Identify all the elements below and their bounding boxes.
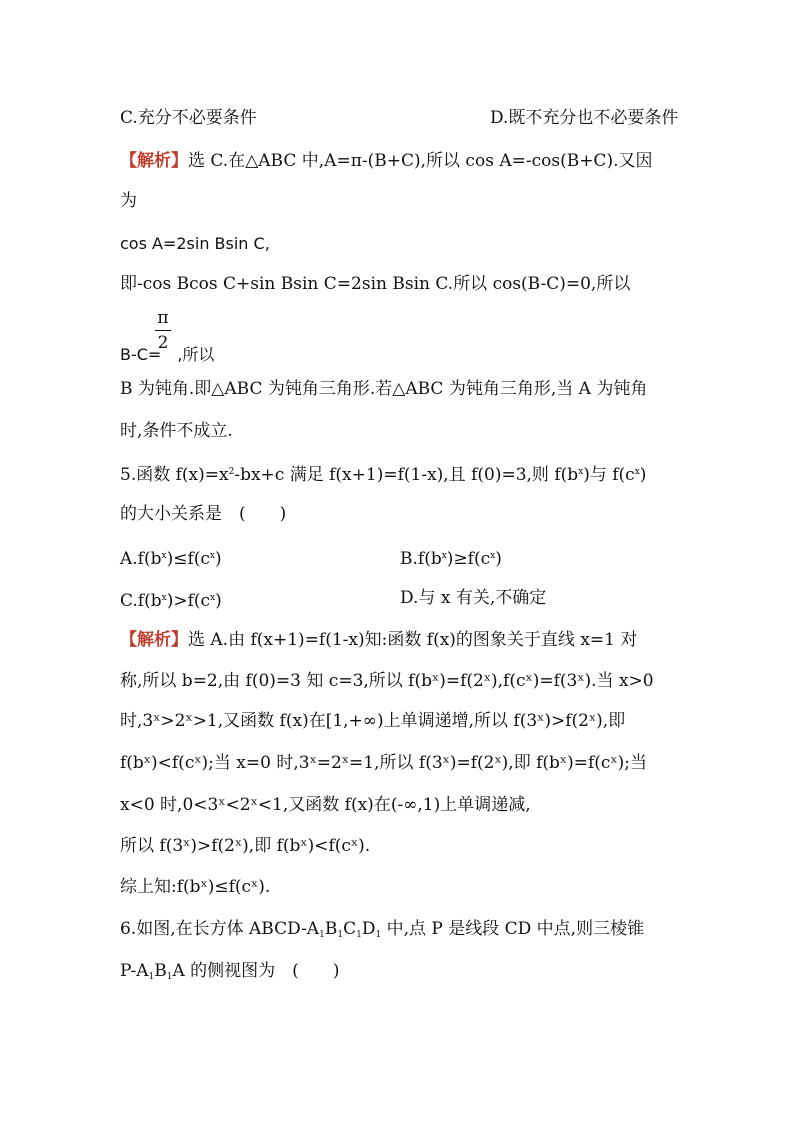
q6-stem-line-2	[120, 960, 339, 988]
option-b	[400, 545, 502, 570]
text: D	[361, 919, 376, 939]
text: )≥f(c	[446, 549, 491, 569]
q5-stem-line-2: 的大小关系是 ( )	[120, 504, 287, 524]
q6-stem-line-1	[120, 918, 644, 946]
text: )	[639, 465, 647, 485]
subscript: 1	[148, 972, 155, 982]
superscript: x	[441, 551, 447, 561]
subscript: 1	[375, 930, 382, 940]
q4-options-row	[120, 107, 679, 129]
superscript: x	[161, 551, 167, 561]
subscript: 1	[319, 930, 325, 940]
text: )与 f(c	[583, 465, 635, 485]
text: -bx+c 满足 f(x+1)=f(1-x),且 f(0)=3,则 f(b	[234, 465, 579, 485]
text: C.f(b	[120, 591, 162, 611]
q5-solution-line-2: 称,所以 b=2,由 f(0)=3 知 c=3,所以 f(bˣ)=f(2ˣ),f(cˣ)=f(3ˣ).当 x>0	[120, 671, 654, 691]
fraction-numerator: π	[157, 308, 169, 328]
option-c	[120, 591, 222, 611]
superscript: x	[161, 593, 167, 603]
text: A.f(b	[120, 549, 162, 569]
option-a	[120, 549, 222, 569]
q5-options-row-2	[120, 587, 547, 612]
superscript: x	[209, 551, 215, 561]
text: )>f(c	[166, 591, 211, 611]
subscript: 1	[166, 972, 173, 982]
superscript: x	[490, 551, 496, 561]
superscript: 2	[228, 467, 235, 477]
superscript: x	[578, 467, 584, 477]
text: 5.函数 f(x)=x	[120, 465, 229, 485]
text: ,所以	[177, 345, 215, 364]
subscript: 1	[337, 930, 344, 940]
q4-solution-line-4: 即-cos Bcos C+sin Bsin C=2sin Bsin C.所以 cos(B-C)=0,所以	[120, 274, 631, 294]
q5-solution-line-4: f(bˣ)<f(cˣ);当 x=0 时,3ˣ=2ˣ=1,所以 f(3ˣ)=f(2ˣ),即 f(bˣ)=f(cˣ);当	[120, 753, 648, 773]
solution-text: 选 A.由 f(x+1)=f(1-x)知:函数 f(x)的图象关于直线 x=1 对	[188, 630, 638, 650]
option-c: C.充分不必要条件	[120, 108, 257, 128]
q5-options-row-1	[120, 545, 502, 570]
subscript: 1	[356, 930, 362, 940]
text: )	[214, 549, 222, 569]
solution-tag: 【解析】	[120, 151, 188, 171]
fraction-bar	[155, 330, 171, 331]
text: 中,点 P 是线段 CD 中点,则三棱锥	[381, 919, 645, 939]
option-d: D.既不充分也不必要条件	[490, 108, 679, 128]
text: )≤f(c	[166, 549, 210, 569]
text: B	[154, 961, 167, 981]
option-d: D.与 x 有关,不确定	[400, 588, 547, 608]
q4-solution-line-6: B 为钝角.即△ABC 为钝角三角形.若△ABC 为钝角三角形,当 A 为钝角	[120, 379, 648, 399]
q5-solution-line-7: 综上知:f(bˣ)≤f(cˣ).	[120, 877, 271, 897]
text: A 的侧视图为 ( )	[172, 961, 340, 981]
text: )	[215, 591, 222, 611]
q5-solution-line-1	[120, 629, 637, 651]
text: P-A	[120, 961, 149, 981]
q4-solution-line-2: 为	[120, 191, 137, 211]
superscript: x	[210, 593, 216, 603]
text: B.f(b	[400, 549, 442, 569]
q5-solution-line-5: x<0 时,0<3ˣ<2ˣ<1,又函数 f(x)在(-∞,1)上单调递减,	[120, 795, 531, 815]
text: 6.如图,在长方体 ABCD-A	[120, 919, 320, 939]
superscript: x	[634, 467, 640, 477]
q5-solution-line-3: 时,3ˣ>2ˣ>1,又函数 f(x)在[1,+∞)上单调递增,所以 f(3ˣ)>f(2ˣ),即	[120, 711, 626, 731]
q5-solution-line-6: 所以 f(3ˣ)>f(2ˣ),即 f(bˣ)<f(cˣ).	[120, 836, 371, 856]
q4-solution-line-1	[120, 150, 652, 172]
q4-solution-line-3: cos A=2sin Bsin C,	[120, 234, 270, 253]
text: C	[343, 919, 357, 939]
text: )	[495, 549, 502, 569]
text: B	[324, 919, 338, 939]
q5-stem-line-1	[120, 461, 646, 486]
solution-text: 选 C.在△ABC 中,A=π-(B+C),所以 cos A=-cos(B+C).又因	[188, 151, 653, 171]
fraction-denominator: 2	[157, 333, 169, 353]
q4-solution-line-7: 时,条件不成立.	[120, 421, 233, 441]
q4-solution-line-5	[120, 344, 214, 366]
solution-tag: 【解析】	[120, 630, 188, 650]
text: B-C=	[120, 345, 162, 364]
